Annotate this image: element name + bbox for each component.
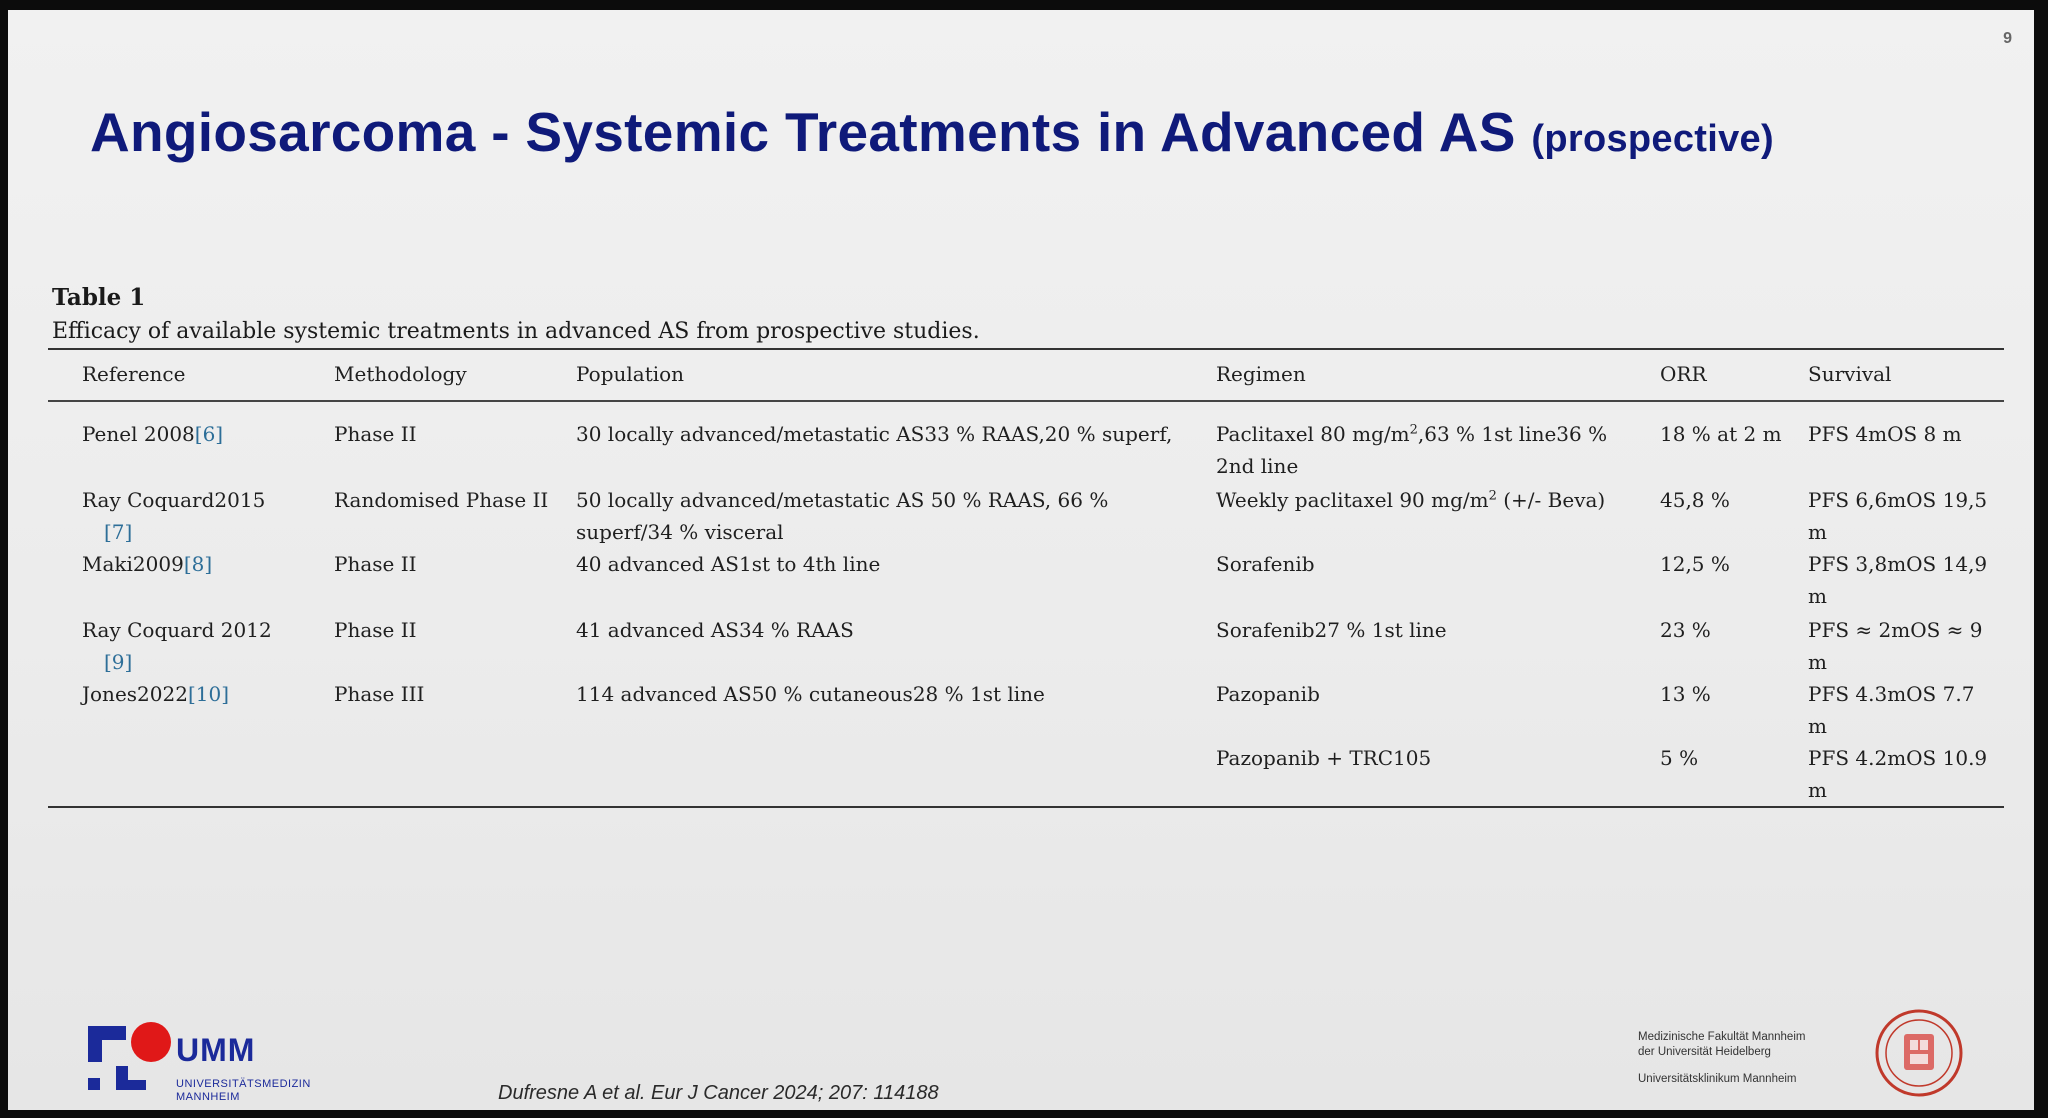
university-seal-icon [1874, 1008, 1964, 1098]
header-regimen: Regimen [1216, 362, 1306, 386]
citation-link[interactable]: [8] [183, 551, 213, 576]
table-row [48, 736, 2004, 800]
slide [8, 10, 2034, 1110]
cell-orr: 45,8 % [1660, 487, 1730, 512]
header-methodology: Methodology [334, 362, 467, 386]
cell-methodology: Randomised Phase II [334, 487, 549, 512]
table-row [48, 608, 2004, 672]
cell-population: 41 advanced AS34 % RAAS [576, 617, 854, 642]
cell-orr: 5 % [1660, 745, 1699, 770]
table-row [48, 542, 2004, 608]
reference-text: Ray Coquard2015 [82, 487, 266, 512]
table-header-row [48, 350, 2004, 400]
cell-methodology: Phase II [334, 551, 417, 576]
cell-survival: PFS 4mOS 8 m [1808, 421, 1962, 446]
header-population: Population [576, 362, 685, 386]
cell-orr: 23 % [1660, 617, 1711, 642]
cell-orr: 18 % at 2 m [1660, 421, 1782, 446]
cell-survival: PFS 4.2mOS 10.9 m [1808, 745, 1988, 802]
cell-survival: PFS ≈ 2mOS ≈ 9 m [1808, 617, 1983, 674]
cell-regimen [1216, 484, 1616, 516]
header-reference: Reference [82, 362, 186, 386]
cell-population: 30 locally advanced/metastatic AS33 % RAAS,20 % superf, [576, 421, 1173, 446]
table-header-rule [48, 400, 2004, 402]
header-survival: Survival [1808, 362, 1892, 386]
table-label: Table 1 [52, 284, 146, 311]
reference-text: Ray Coquard 2012 [82, 617, 272, 642]
cell-reference [82, 614, 312, 678]
cell-survival: PFS 4.3mOS 7.7 m [1808, 681, 1975, 738]
cell-orr: 13 % [1660, 681, 1711, 706]
cell-methodology: Phase II [334, 421, 417, 446]
cell-population: 50 locally advanced/metastatic AS 50 % RAAS, 66 % superf/34 % visceral [576, 487, 1109, 544]
slide-title-sub: (prospective) [1531, 118, 1774, 160]
faculty-line1: Medizinische Fakultät Mannheim [1638, 1031, 1806, 1043]
table-row [48, 672, 2004, 736]
cell-survival: PFS 6,6mOS 19,5 m [1808, 487, 1988, 544]
citation-link[interactable]: [6] [194, 421, 224, 446]
page-number: 9 [2003, 30, 2012, 47]
cell-orr: 12,5 % [1660, 551, 1730, 576]
cell-reference [82, 548, 312, 580]
table-row [48, 412, 2004, 478]
umm-logo-subtitle [176, 1078, 311, 1104]
umm-logo [84, 1022, 364, 1102]
regimen-text-rest: ,63 % 1st line36 % 2nd line [1216, 421, 1608, 478]
cell-regimen [1216, 418, 1616, 482]
slide-title-main: Angiosarcoma - Systemic Treatments in Advanced AS [90, 101, 1516, 163]
regimen-text: Paclitaxel 80 mg/m [1216, 421, 1410, 446]
table-description: Efficacy of available systemic treatments in advanced AS from prospective studies. [52, 319, 980, 344]
reference-text: Jones2022 [82, 681, 188, 706]
table-row [48, 478, 2004, 542]
citation-link[interactable]: [7] [104, 519, 133, 544]
cell-regimen: Sorafenib27 % 1st line [1216, 617, 1447, 642]
regimen-text-rest: (+/- Beva) [1496, 487, 1606, 512]
cell-reference [82, 484, 312, 548]
citation-link[interactable]: [10] [187, 681, 229, 706]
table-caption [52, 284, 980, 344]
cell-population: 114 advanced AS50 % cutaneous28 % 1st line [576, 681, 1045, 706]
reference-text: Penel 2008 [82, 421, 195, 446]
umm-logo-line2: MANNHEIM [176, 1091, 240, 1103]
cell-population: 40 advanced AS1st to 4th line [576, 551, 881, 576]
clinic-name: Universitätsklinikum Mannheim [1638, 1073, 1797, 1085]
umm-logo-mark-icon [84, 1022, 174, 1102]
umm-logo-line1: UNIVERSITÄTSMEDIZIN [176, 1078, 311, 1090]
umm-logo-text: UMM [176, 1032, 256, 1068]
regimen-superscript: 2 [1488, 487, 1497, 503]
cell-survival: PFS 3,8mOS 14,9 m [1808, 551, 1988, 608]
cell-regimen: Pazopanib + TRC105 [1216, 745, 1432, 770]
regimen-superscript: 2 [1409, 421, 1418, 437]
cell-reference [82, 418, 312, 450]
faculty-block [1638, 1030, 1878, 1087]
header-orr: ORR [1660, 362, 1707, 386]
citation-link[interactable]: [9] [104, 649, 133, 674]
table-bottom-rule [48, 806, 2004, 808]
footer-reference: Dufresne A et al. Eur J Cancer 2024; 207: 114188 [498, 1082, 939, 1104]
slide-title [90, 100, 1774, 164]
cell-regimen: Sorafenib [1216, 551, 1315, 576]
cell-reference [82, 678, 312, 710]
cell-methodology: Phase III [334, 681, 425, 706]
cell-methodology: Phase II [334, 617, 417, 642]
faculty-line2: der Universität Heidelberg [1638, 1046, 1771, 1058]
efficacy-table [48, 348, 2004, 808]
regimen-text: Weekly paclitaxel 90 mg/m [1216, 487, 1489, 512]
cell-regimen: Pazopanib [1216, 681, 1320, 706]
reference-text: Maki2009 [82, 551, 184, 576]
